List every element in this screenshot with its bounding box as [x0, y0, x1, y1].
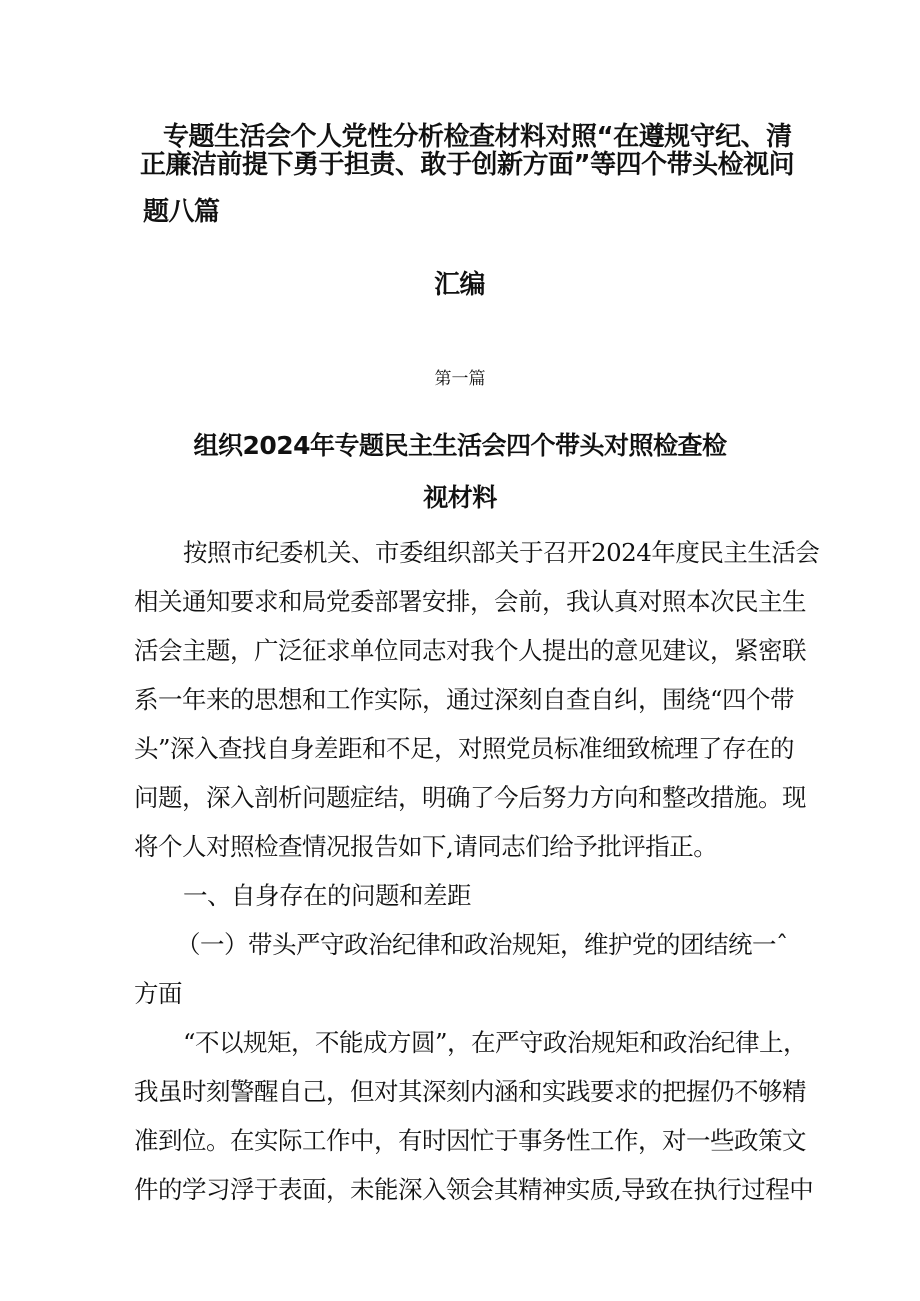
- document-title-line-2: 正廉洁前提下勇于担责、敢于创新方面”等四个带头检视问: [140, 150, 795, 180]
- subsection-heading-1-cont: 方面: [134, 978, 182, 1008]
- document-title-line-3: 题八篇: [143, 197, 220, 227]
- body-line-10: 准到位。在实际工作中，有时因忙于事务性工作，对一些政策文: [134, 1125, 806, 1155]
- body-line-7: 将个人对照检查情况报告如下,请同志们给予批评指正。: [134, 831, 718, 861]
- body-line-4: 系一年来的思想和工作实际，通过深刻自查自纠，围绕“四个带: [134, 684, 795, 714]
- body-line-2: 相关通知要求和局党委部署安排，会前，我认真对照本次民主生: [134, 586, 806, 616]
- document-title-line-4: 汇编: [434, 270, 486, 300]
- subsection-heading-1: （一）带头严守政治纪律和政治规矩，维护党的团结统一ˆ: [176, 929, 788, 959]
- chapter-label: 第一篇: [434, 369, 486, 389]
- chapter-title-line-1: 组织2024年专题民主生活会四个带头对照检查检: [193, 430, 727, 460]
- section-heading-1: 一、自身存在的问题和差距: [183, 880, 471, 910]
- body-line-1: 按照市纪委机关、市委组织部关于召开2024年度民主生活会: [183, 537, 820, 567]
- body-line-3: 活会主题，广泛征求单位同志对我个人提出的意见建议，紧密联: [134, 635, 806, 665]
- body-line-5: 头”深入查找自身差距和不足，对照党员标准细致梳理了存在的: [134, 733, 795, 763]
- body-line-11: 件的学习浮于表面，未能深入领会其精神实质,导致在执行过程中: [134, 1174, 814, 1204]
- chapter-title-line-2: 视材料: [423, 482, 497, 512]
- body-line-9: 我虽时刻警醒自己，但对其深刻内涵和实践要求的把握仍不够精: [134, 1076, 806, 1106]
- body-line-6: 问题，深入剖析问题症结，明确了今后努力方向和整改措施。现: [134, 782, 806, 812]
- body-line-8: “不以规矩，不能成方圆”，在严守政治规矩和政治纪律上，: [183, 1027, 808, 1057]
- document-title-line-1: 专题生活会个人党性分析检查材料对照“在遵规守纪、清: [163, 122, 792, 152]
